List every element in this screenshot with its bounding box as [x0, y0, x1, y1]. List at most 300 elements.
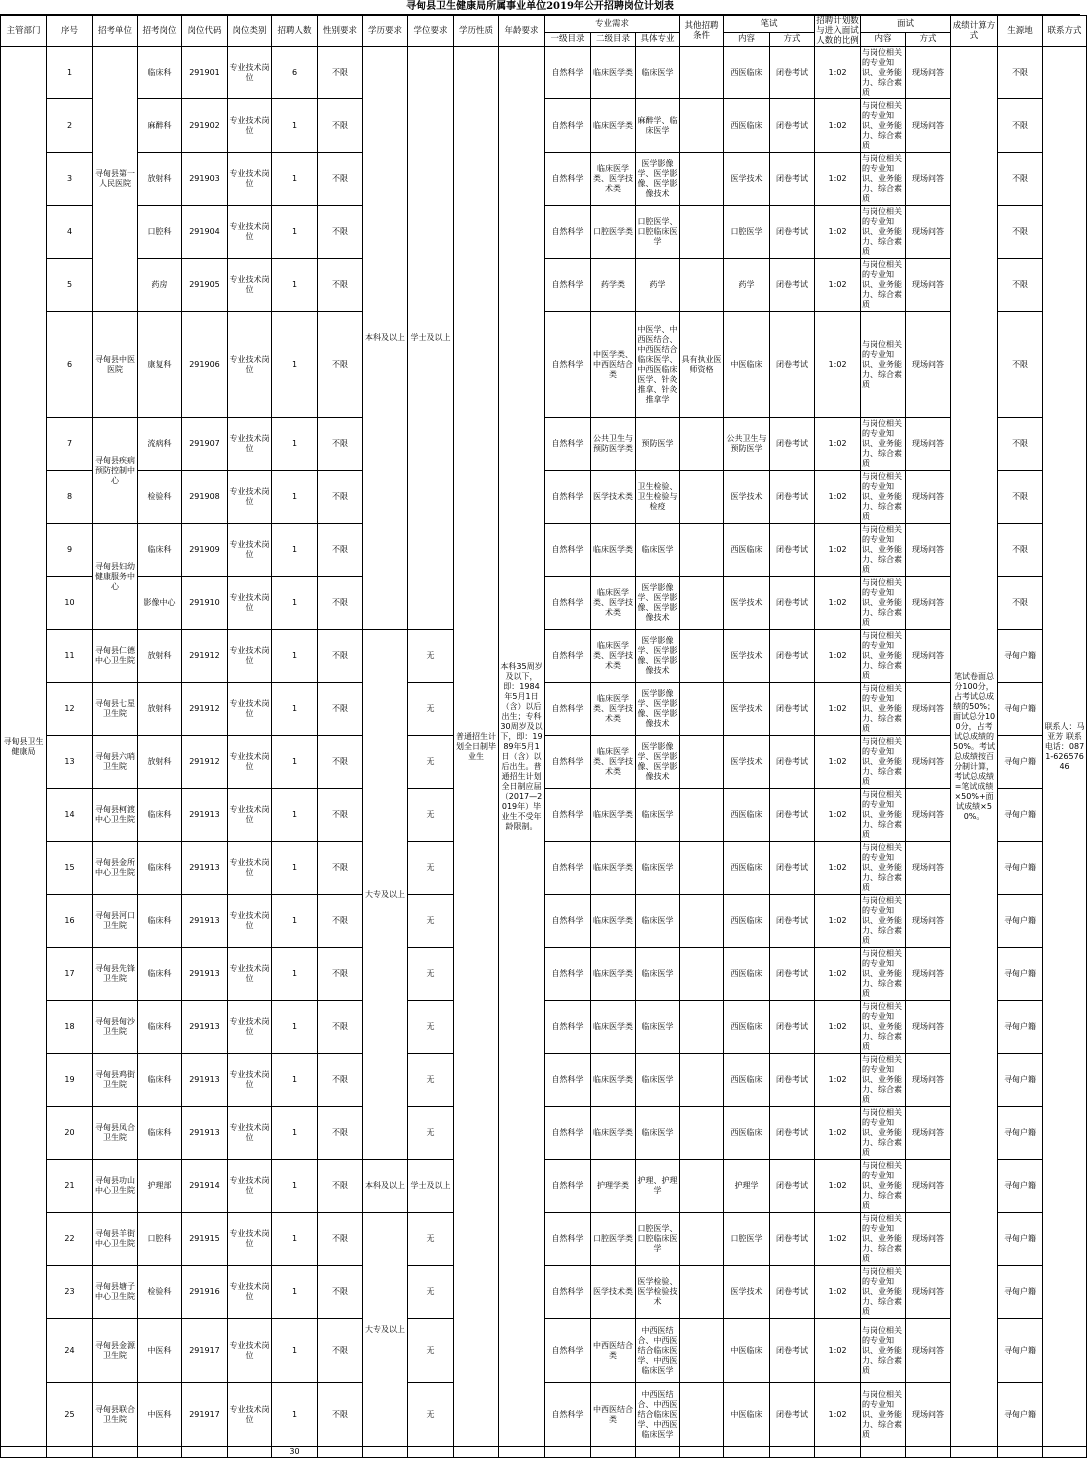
- seq-cell: 19: [47, 1054, 93, 1107]
- interview-method-cell: 现场问答: [906, 1107, 951, 1160]
- other-cell: [680, 418, 724, 471]
- total-empty-cell: [1, 1447, 47, 1458]
- table-row: [1, 842, 1087, 895]
- header-written: 笔试: [724, 16, 815, 33]
- written-method-cell: 闭卷考试: [770, 1266, 815, 1319]
- table-row: [1, 1001, 1087, 1054]
- header-type: 岗位类别: [228, 16, 272, 47]
- written-method-cell: 闭卷考试: [770, 1160, 815, 1213]
- code-cell: 291913: [182, 948, 228, 1001]
- total-empty-cell: [318, 1447, 363, 1458]
- written-content-cell: 西医临床: [724, 47, 770, 99]
- degree-cell: 无: [408, 1107, 454, 1160]
- major1-cell: 自然科学: [545, 471, 591, 524]
- major2-cell: 临床医学类、医学技术类: [591, 153, 636, 206]
- major1-cell: 自然科学: [545, 1213, 591, 1266]
- interview-method-cell: 现场问答: [906, 99, 951, 153]
- total-empty-cell: [998, 1447, 1043, 1458]
- major3-cell: 临床医学: [636, 524, 680, 577]
- interview-method-cell: 现场问答: [906, 312, 951, 418]
- header-written-content: 内容: [724, 32, 770, 46]
- major1-cell: 自然科学: [545, 418, 591, 471]
- post-cell: 临床科: [138, 948, 182, 1001]
- interview-content-cell: 与岗位相关的专业知识、业务能力、综合素质: [861, 1054, 906, 1107]
- header-seq: 序号: [47, 16, 93, 47]
- seq-cell: 23: [47, 1266, 93, 1319]
- table-row: [1, 471, 1087, 524]
- interview-method-cell: 现场问答: [906, 789, 951, 842]
- major1-cell: 自然科学: [545, 683, 591, 736]
- unit-cell: 寻甸县塘子中心卫生院: [93, 1266, 138, 1319]
- major3-cell: 医学影像学、医学影像、医学影像技术: [636, 153, 680, 206]
- table-row: [1, 524, 1087, 577]
- degree-cell: 无: [408, 789, 454, 842]
- dept-cell: 寻甸县卫生健康局: [1, 47, 47, 1447]
- origin-cell: 寻甸户籍: [998, 1266, 1043, 1319]
- num-cell: 1: [272, 206, 318, 259]
- total-empty-cell: [724, 1447, 770, 1458]
- gender-cell: 不限: [318, 312, 363, 418]
- origin-cell: 寻甸户籍: [998, 789, 1043, 842]
- unit-cell: 寻甸县仁德中心卫生院: [93, 630, 138, 683]
- table-row: [1, 1383, 1087, 1447]
- post-cell: 临床科: [138, 842, 182, 895]
- major1-cell: 自然科学: [545, 736, 591, 789]
- written-content-cell: 口腔医学: [724, 206, 770, 259]
- interview-content-cell: 与岗位相关的专业知识、业务能力、综合素质: [861, 736, 906, 789]
- written-content-cell: 医学技术: [724, 153, 770, 206]
- num-cell: 1: [272, 736, 318, 789]
- ratio-cell: 1:02: [815, 1160, 861, 1213]
- num-cell: 1: [272, 1383, 318, 1447]
- written-method-cell: 闭卷考试: [770, 259, 815, 312]
- interview-content-cell: 与岗位相关的专业知识、业务能力、综合素质: [861, 1213, 906, 1266]
- interview-content-cell: 与岗位相关的专业知识、业务能力、综合素质: [861, 418, 906, 471]
- written-content-cell: 西医临床: [724, 1107, 770, 1160]
- written-content-cell: 西医临床: [724, 895, 770, 948]
- ratio-cell: 1:02: [815, 312, 861, 418]
- seq-cell: 13: [47, 736, 93, 789]
- ratio-cell: 1:02: [815, 895, 861, 948]
- type-cell: 专业技术岗位: [228, 1383, 272, 1447]
- interview-content-cell: 与岗位相关的专业知识、业务能力、综合素质: [861, 471, 906, 524]
- gender-cell: 不限: [318, 47, 363, 99]
- unit-cell: 寻甸县先锋卫生院: [93, 948, 138, 1001]
- unit-cell: 寻甸县金源卫生院: [93, 1319, 138, 1383]
- major3-cell: 医学影像学、医学影像、医学影像技术: [636, 577, 680, 630]
- origin-cell: 寻甸户籍: [998, 1213, 1043, 1266]
- gender-cell: 不限: [318, 895, 363, 948]
- code-cell: 291906: [182, 312, 228, 418]
- unit-cell: 寻甸县七星卫生院: [93, 683, 138, 736]
- degree-cell: 无: [408, 842, 454, 895]
- major2-cell: 临床医学类、医学技术类: [591, 736, 636, 789]
- major1-cell: 自然科学: [545, 577, 591, 630]
- type-cell: 专业技术岗位: [228, 1213, 272, 1266]
- edu-cell: 本科及以上: [363, 47, 408, 630]
- written-method-cell: 闭卷考试: [770, 630, 815, 683]
- major1-cell: 自然科学: [545, 630, 591, 683]
- type-cell: 专业技术岗位: [228, 895, 272, 948]
- gender-cell: 不限: [318, 630, 363, 683]
- table-row: [1, 1054, 1087, 1107]
- num-cell: 1: [272, 948, 318, 1001]
- major3-cell: 医学影像学、医学影像、医学影像技术: [636, 630, 680, 683]
- major1-cell: 自然科学: [545, 948, 591, 1001]
- written-content-cell: 医学技术: [724, 577, 770, 630]
- written-method-cell: 闭卷考试: [770, 47, 815, 99]
- major2-cell: 口腔医学类: [591, 1213, 636, 1266]
- unit-cell: 寻甸县甸沙卫生院: [93, 1001, 138, 1054]
- other-cell: [680, 524, 724, 577]
- written-content-cell: 医学技术: [724, 683, 770, 736]
- unit-cell: 寻甸县鸡街卫生院: [93, 1054, 138, 1107]
- written-method-cell: 闭卷考试: [770, 789, 815, 842]
- major2-cell: 临床医学类: [591, 47, 636, 99]
- header-unit: 招考单位: [93, 16, 138, 47]
- type-cell: 专业技术岗位: [228, 206, 272, 259]
- gender-cell: 不限: [318, 1319, 363, 1383]
- major3-cell: 卫生检验、卫生检验与检疫: [636, 471, 680, 524]
- major2-cell: 临床医学类: [591, 524, 636, 577]
- header-age: 年龄要求: [499, 16, 545, 47]
- interview-method-cell: 现场问答: [906, 259, 951, 312]
- seq-cell: 16: [47, 895, 93, 948]
- interview-content-cell: 与岗位相关的专业知识、业务能力、综合素质: [861, 1319, 906, 1383]
- interview-content-cell: 与岗位相关的专业知识、业务能力、综合素质: [861, 577, 906, 630]
- type-cell: 专业技术岗位: [228, 577, 272, 630]
- header-dept: 主管部门: [1, 16, 47, 47]
- table-row: [1, 1107, 1087, 1160]
- code-cell: 291910: [182, 577, 228, 630]
- code-cell: 291903: [182, 153, 228, 206]
- type-cell: 专业技术岗位: [228, 948, 272, 1001]
- major2-cell: 临床医学类: [591, 789, 636, 842]
- major1-cell: 自然科学: [545, 47, 591, 99]
- unit-cell: 寻甸县妇幼健康服务中心: [93, 524, 138, 630]
- major1-cell: 自然科学: [545, 895, 591, 948]
- interview-content-cell: 与岗位相关的专业知识、业务能力、综合素质: [861, 206, 906, 259]
- interview-method-cell: 现场问答: [906, 842, 951, 895]
- num-cell: 1: [272, 577, 318, 630]
- major2-cell: 口腔医学类: [591, 206, 636, 259]
- major3-cell: 临床医学: [636, 842, 680, 895]
- code-cell: 291913: [182, 1054, 228, 1107]
- type-cell: 专业技术岗位: [228, 99, 272, 153]
- origin-cell: 寻甸户籍: [998, 630, 1043, 683]
- num-cell: 6: [272, 47, 318, 99]
- ratio-cell: 1:02: [815, 1107, 861, 1160]
- unit-cell: 寻甸县疾病预防控制中心: [93, 418, 138, 524]
- total-empty-cell: [228, 1447, 272, 1458]
- major2-cell: 临床医学类: [591, 1107, 636, 1160]
- major2-cell: 临床医学类: [591, 895, 636, 948]
- written-content-cell: 护理学: [724, 1160, 770, 1213]
- seq-cell: 7: [47, 418, 93, 471]
- seq-cell: 1: [47, 47, 93, 99]
- type-cell: 专业技术岗位: [228, 630, 272, 683]
- ratio-cell: 1:02: [815, 789, 861, 842]
- code-cell: 291909: [182, 524, 228, 577]
- other-cell: [680, 630, 724, 683]
- ratio-cell: 1:02: [815, 577, 861, 630]
- total-empty-cell: [454, 1447, 499, 1458]
- post-cell: 临床科: [138, 524, 182, 577]
- origin-cell: 不限: [998, 524, 1043, 577]
- ratio-cell: 1:02: [815, 153, 861, 206]
- num-cell: 1: [272, 524, 318, 577]
- major3-cell: 预防医学: [636, 418, 680, 471]
- code-cell: 291913: [182, 895, 228, 948]
- num-cell: 1: [272, 789, 318, 842]
- total-empty-cell: [408, 1447, 454, 1458]
- seq-cell: 20: [47, 1107, 93, 1160]
- total-empty-cell: [591, 1447, 636, 1458]
- table-row: [1, 153, 1087, 206]
- ratio-cell: 1:02: [815, 1383, 861, 1447]
- origin-cell: 寻甸户籍: [998, 1001, 1043, 1054]
- type-cell: 专业技术岗位: [228, 789, 272, 842]
- origin-cell: 寻甸户籍: [998, 948, 1043, 1001]
- unit-cell: 寻甸县金所中心卫生院: [93, 842, 138, 895]
- written-method-cell: 闭卷考试: [770, 1213, 815, 1266]
- interview-content-cell: 与岗位相关的专业知识、业务能力、综合素质: [861, 99, 906, 153]
- major1-cell: 自然科学: [545, 206, 591, 259]
- other-cell: [680, 259, 724, 312]
- type-cell: 专业技术岗位: [228, 1319, 272, 1383]
- post-cell: 放射科: [138, 683, 182, 736]
- code-cell: 291913: [182, 1001, 228, 1054]
- seq-cell: 14: [47, 789, 93, 842]
- code-cell: 291901: [182, 47, 228, 99]
- header-interview: 面试: [861, 16, 951, 33]
- interview-content-cell: 与岗位相关的专业知识、业务能力、综合素质: [861, 895, 906, 948]
- gender-cell: 不限: [318, 789, 363, 842]
- gender-cell: 不限: [318, 1001, 363, 1054]
- other-cell: [680, 1160, 724, 1213]
- written-content-cell: 医学技术: [724, 1266, 770, 1319]
- post-cell: 检验科: [138, 471, 182, 524]
- other-cell: 具有执业医师资格: [680, 312, 724, 418]
- header-major1: 一级目录: [545, 32, 591, 46]
- interview-content-cell: 与岗位相关的专业知识、业务能力、综合素质: [861, 1160, 906, 1213]
- interview-method-cell: 现场问答: [906, 1160, 951, 1213]
- origin-cell: 寻甸户籍: [998, 1319, 1043, 1383]
- ratio-cell: 1:02: [815, 630, 861, 683]
- post-cell: 临床科: [138, 1001, 182, 1054]
- written-method-cell: 闭卷考试: [770, 948, 815, 1001]
- table-row: [1, 895, 1087, 948]
- interview-method-cell: 现场问答: [906, 1383, 951, 1447]
- major3-cell: 临床医学: [636, 948, 680, 1001]
- interview-content-cell: 与岗位相关的专业知识、业务能力、综合素质: [861, 789, 906, 842]
- written-method-cell: 闭卷考试: [770, 1383, 815, 1447]
- major1-cell: 自然科学: [545, 1107, 591, 1160]
- gender-cell: 不限: [318, 418, 363, 471]
- num-cell: 1: [272, 1054, 318, 1107]
- interview-method-cell: 现场问答: [906, 47, 951, 99]
- other-cell: [680, 471, 724, 524]
- written-content-cell: 西医临床: [724, 1001, 770, 1054]
- code-cell: 291912: [182, 736, 228, 789]
- other-cell: [680, 1383, 724, 1447]
- major3-cell: 临床医学: [636, 789, 680, 842]
- ratio-cell: 1:02: [815, 259, 861, 312]
- major3-cell: 临床医学: [636, 1054, 680, 1107]
- edu-cell: 本科及以上: [363, 1160, 408, 1213]
- written-method-cell: 闭卷考试: [770, 1107, 815, 1160]
- interview-method-cell: 现场问答: [906, 418, 951, 471]
- major3-cell: 口腔医学、口腔临床医学: [636, 206, 680, 259]
- total-empty-cell: [1043, 1447, 1087, 1458]
- table-row: [1, 47, 1087, 99]
- recruitment-table: [0, 15, 1087, 1458]
- total-empty-cell: [138, 1447, 182, 1458]
- degree-cell: 无: [408, 1266, 454, 1319]
- num-cell: 1: [272, 1001, 318, 1054]
- major1-cell: 自然科学: [545, 1319, 591, 1383]
- gender-cell: 不限: [318, 1160, 363, 1213]
- num-cell: 1: [272, 630, 318, 683]
- ratio-cell: 1:02: [815, 683, 861, 736]
- header-major3: 具体专业: [636, 32, 680, 46]
- post-cell: 临床科: [138, 895, 182, 948]
- written-method-cell: 闭卷考试: [770, 1001, 815, 1054]
- other-cell: [680, 1107, 724, 1160]
- interview-content-cell: 与岗位相关的专业知识、业务能力、综合素质: [861, 1383, 906, 1447]
- major1-cell: 自然科学: [545, 259, 591, 312]
- interview-content-cell: 与岗位相关的专业知识、业务能力、综合素质: [861, 524, 906, 577]
- gender-cell: 不限: [318, 99, 363, 153]
- interview-content-cell: 与岗位相关的专业知识、业务能力、综合素质: [861, 948, 906, 1001]
- interview-content-cell: 与岗位相关的专业知识、业务能力、综合素质: [861, 259, 906, 312]
- interview-content-cell: 与岗位相关的专业知识、业务能力、综合素质: [861, 1266, 906, 1319]
- major2-cell: 中西医结合类: [591, 1383, 636, 1447]
- major3-cell: 医学影像学、医学影像、医学影像技术: [636, 736, 680, 789]
- table-row: [1, 206, 1087, 259]
- other-cell: [680, 153, 724, 206]
- ratio-cell: 1:02: [815, 1266, 861, 1319]
- interview-method-cell: 现场问答: [906, 1001, 951, 1054]
- major2-cell: 临床医学类: [591, 1001, 636, 1054]
- type-cell: 专业技术岗位: [228, 524, 272, 577]
- code-cell: 291904: [182, 206, 228, 259]
- total-empty-cell: [636, 1447, 680, 1458]
- major2-cell: 临床医学类: [591, 948, 636, 1001]
- type-cell: 专业技术岗位: [228, 47, 272, 99]
- major1-cell: 自然科学: [545, 789, 591, 842]
- major2-cell: 临床医学类、医学技术类: [591, 630, 636, 683]
- degree-cell: 学士及以上: [408, 1160, 454, 1213]
- seq-cell: 8: [47, 471, 93, 524]
- total-empty-cell: [363, 1447, 408, 1458]
- interview-content-cell: 与岗位相关的专业知识、业务能力、综合素质: [861, 630, 906, 683]
- interview-method-cell: 现场问答: [906, 524, 951, 577]
- seq-cell: 22: [47, 1213, 93, 1266]
- header-degree: 学位要求: [408, 16, 454, 47]
- post-cell: 检验科: [138, 1266, 182, 1319]
- post-cell: 康复科: [138, 312, 182, 418]
- origin-cell: 寻甸户籍: [998, 736, 1043, 789]
- ratio-cell: 1:02: [815, 418, 861, 471]
- header-major: 专业需求: [545, 16, 680, 33]
- degree-cell: 无: [408, 1383, 454, 1447]
- seq-cell: 2: [47, 99, 93, 153]
- seq-cell: 6: [47, 312, 93, 418]
- code-cell: 291917: [182, 1319, 228, 1383]
- degree-cell: 无: [408, 948, 454, 1001]
- major3-cell: 临床医学: [636, 47, 680, 99]
- seq-cell: 11: [47, 630, 93, 683]
- major2-cell: 医学技术类: [591, 1266, 636, 1319]
- degree-cell: 无: [408, 630, 454, 683]
- type-cell: 专业技术岗位: [228, 683, 272, 736]
- degree-cell: 无: [408, 1319, 454, 1383]
- post-cell: 临床科: [138, 1107, 182, 1160]
- code-cell: 291905: [182, 259, 228, 312]
- major3-cell: 中西医结合、中西医结合临床医学、中西医临床医学: [636, 1319, 680, 1383]
- major2-cell: 临床医学类: [591, 99, 636, 153]
- origin-cell: 寻甸户籍: [998, 1107, 1043, 1160]
- header-code: 岗位代码: [182, 16, 228, 47]
- num-cell: 1: [272, 153, 318, 206]
- written-content-cell: 口腔医学: [724, 1213, 770, 1266]
- num-cell: 1: [272, 1160, 318, 1213]
- total-empty-cell: [93, 1447, 138, 1458]
- total-empty-cell: [861, 1447, 906, 1458]
- num-cell: 1: [272, 312, 318, 418]
- seq-cell: 4: [47, 206, 93, 259]
- total-empty-cell: [182, 1447, 228, 1458]
- post-cell: 流病科: [138, 418, 182, 471]
- post-cell: 护理部: [138, 1160, 182, 1213]
- total-num-cell: 30: [272, 1447, 318, 1458]
- header-post: 招考岗位: [138, 16, 182, 47]
- written-method-cell: 闭卷考试: [770, 153, 815, 206]
- major3-cell: 临床医学: [636, 1001, 680, 1054]
- unit-cell: 寻甸县河口卫生院: [93, 895, 138, 948]
- gender-cell: 不限: [318, 683, 363, 736]
- table-row: [1, 259, 1087, 312]
- written-method-cell: 闭卷考试: [770, 842, 815, 895]
- header-other: 其他招聘条件: [680, 16, 724, 47]
- unit-cell: 寻甸县凤合卫生院: [93, 1107, 138, 1160]
- post-cell: 放射科: [138, 630, 182, 683]
- origin-cell: 不限: [998, 99, 1043, 153]
- written-content-cell: 中医临床: [724, 1383, 770, 1447]
- interview-content-cell: 与岗位相关的专业知识、业务能力、综合素质: [861, 683, 906, 736]
- code-cell: 291912: [182, 683, 228, 736]
- gender-cell: 不限: [318, 948, 363, 1001]
- ratio-cell: 1:02: [815, 99, 861, 153]
- total-empty-cell: [815, 1447, 861, 1458]
- written-method-cell: 闭卷考试: [770, 1054, 815, 1107]
- degree-cell: 无: [408, 736, 454, 789]
- contact-cell: 联系人：马亚芳 联系电话：0871-62657646: [1043, 47, 1087, 1447]
- seq-cell: 10: [47, 577, 93, 630]
- major2-cell: 临床医学类: [591, 1054, 636, 1107]
- other-cell: [680, 47, 724, 99]
- major2-cell: 医学技术类: [591, 471, 636, 524]
- type-cell: 专业技术岗位: [228, 1107, 272, 1160]
- written-method-cell: 闭卷考试: [770, 577, 815, 630]
- type-cell: 专业技术岗位: [228, 259, 272, 312]
- unit-cell: 寻甸县中医医院: [93, 312, 138, 418]
- major1-cell: 自然科学: [545, 99, 591, 153]
- num-cell: 1: [272, 895, 318, 948]
- major1-cell: 自然科学: [545, 842, 591, 895]
- major1-cell: 自然科学: [545, 153, 591, 206]
